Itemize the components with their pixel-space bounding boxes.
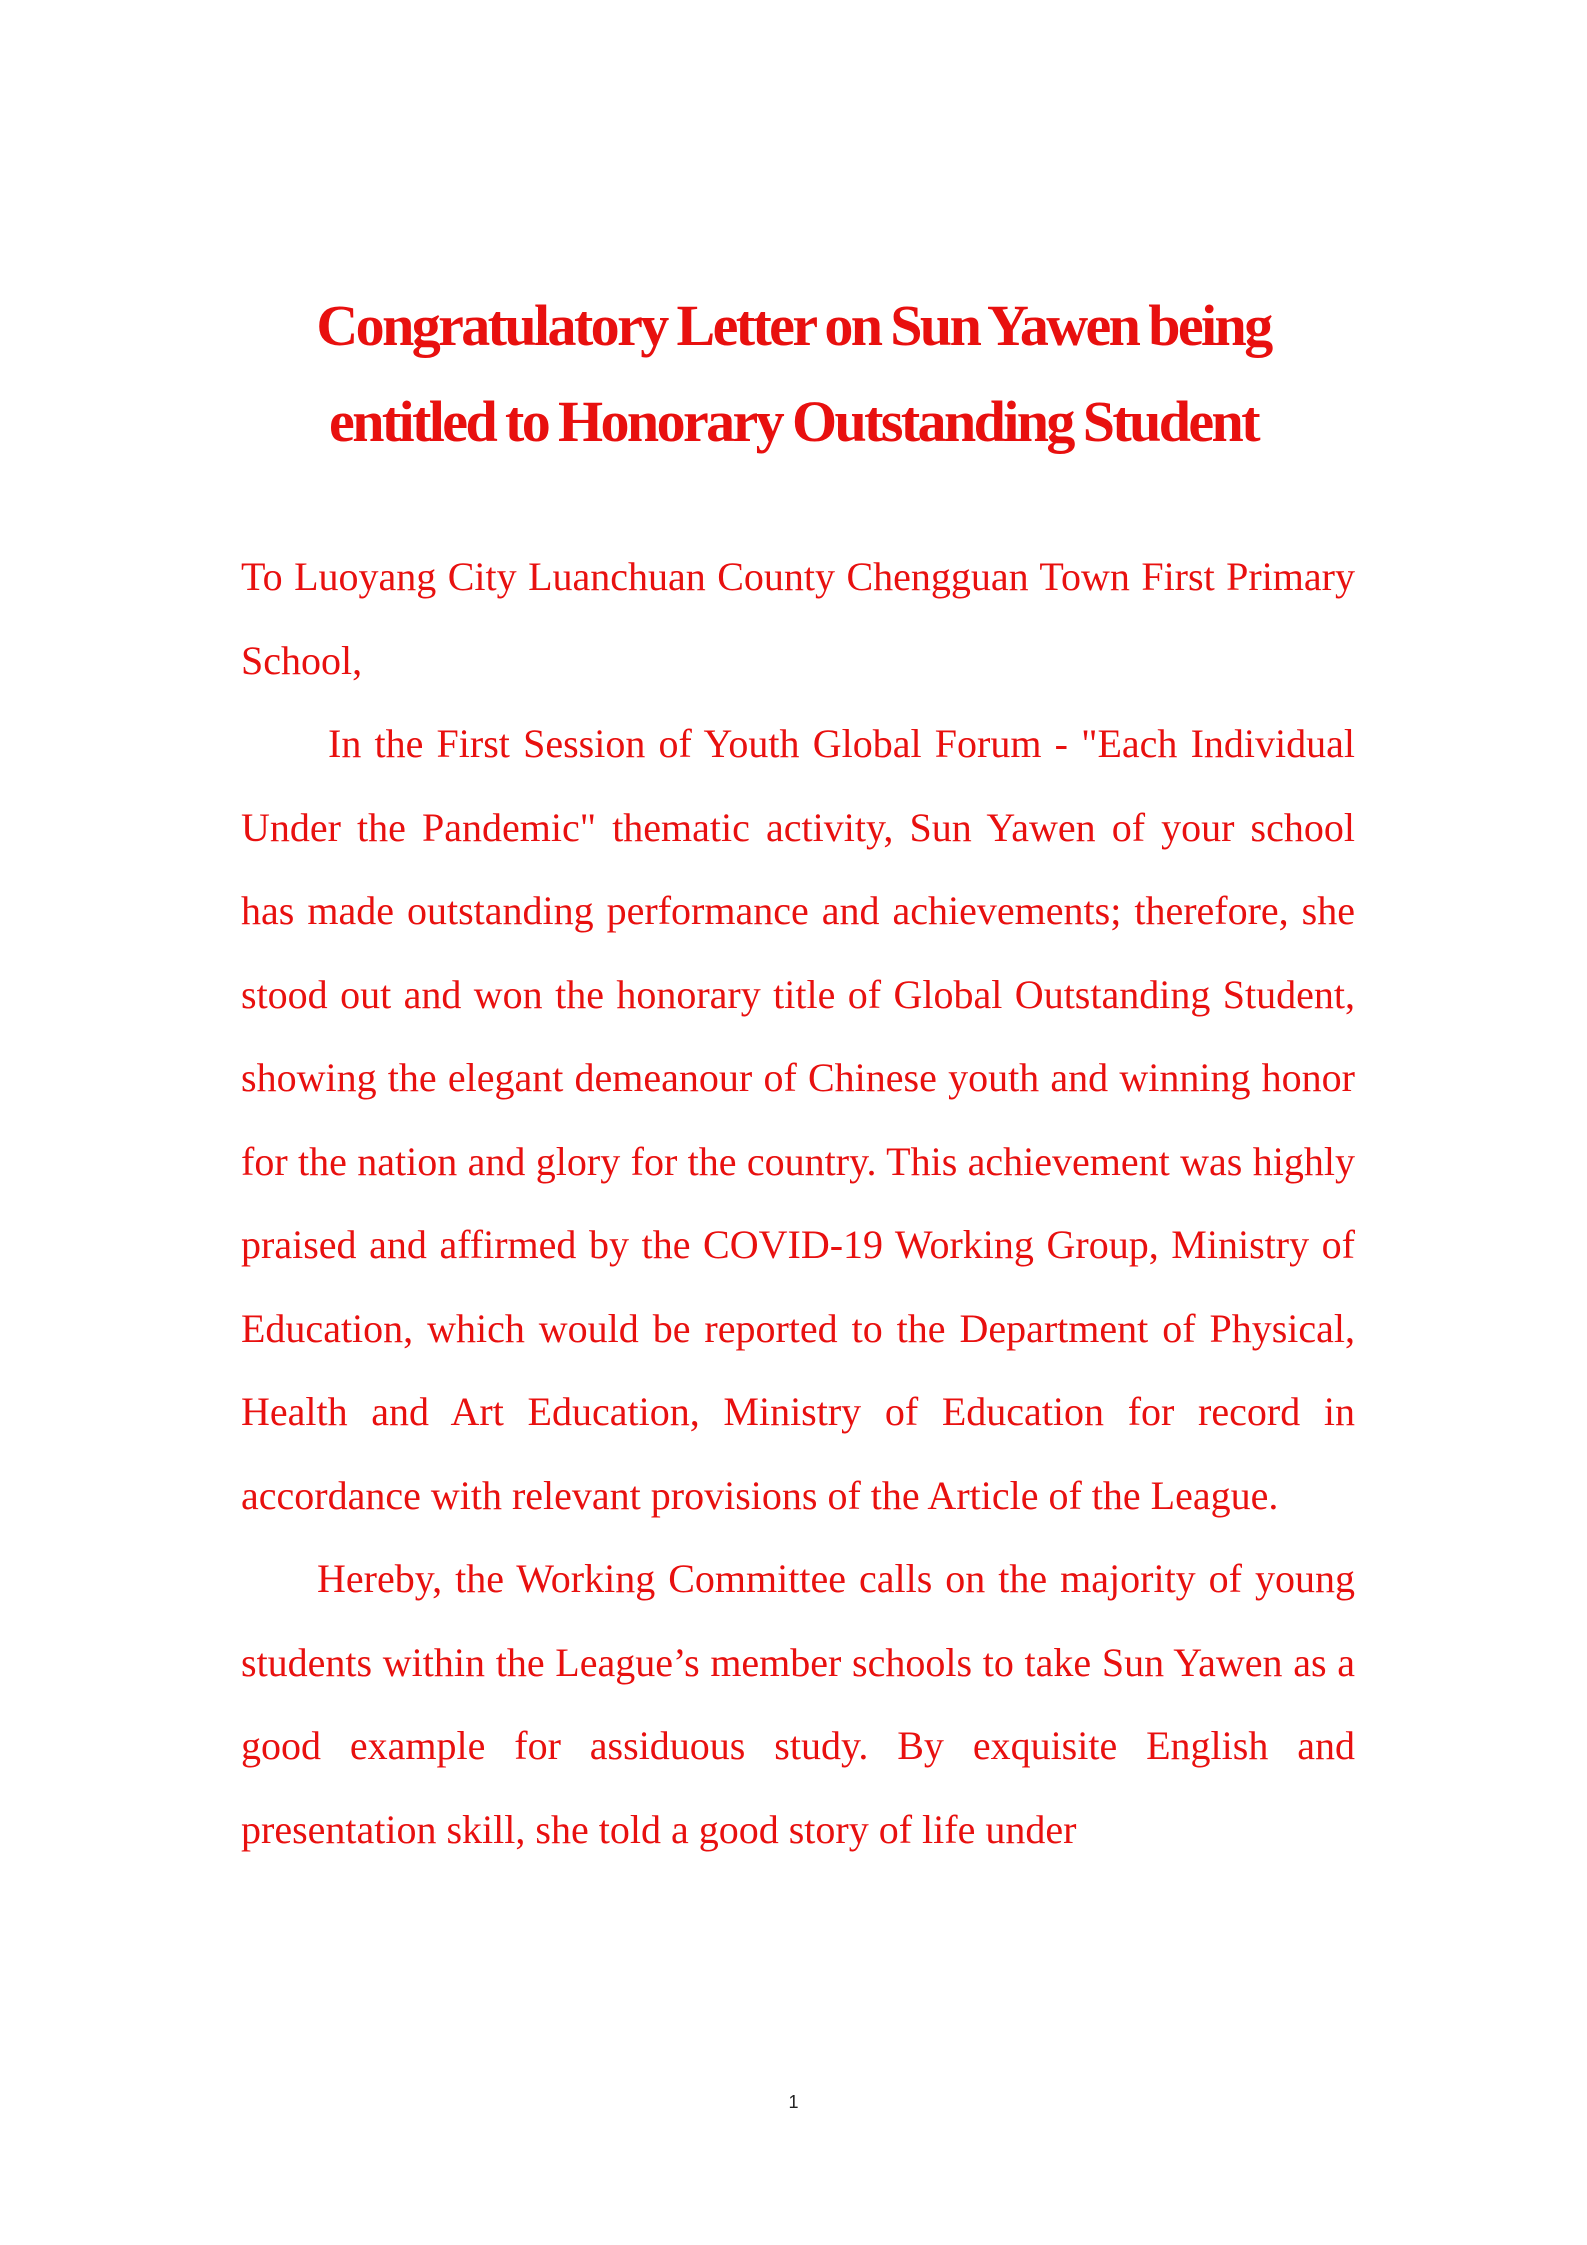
paragraph-2: Hereby, the Working Committee calls on the majority of young students within the League’s member schools to take Sun Yawen as a good example for assiduous study. By exquisite English and presentation skill, she told a good story of life under bbox=[241, 1556, 1355, 1852]
salutation: To Luoyang City Luanchuan County Chengguan Town First Primary School, bbox=[241, 554, 1355, 683]
letter-body bbox=[241, 535, 1355, 1871]
title-line-1: Congratulatory Letter on Sun Yawen being bbox=[316, 293, 1271, 358]
paragraph-1: In the First Session of Youth Global Forum - "Each Individual Under the Pandemic" thematic activity, Sun Yawen of your school has made outstanding performance and achievements; therefore, she stood out and won the honorary title of Global Outstanding Student, showing the elegant demeanour of Chinese youth and winning honor for the nation and glory for the country. This achievement was highly praised and affirmed by the COVID-19 Working Group, Ministry of Education, which would be reported to the Department of Physical, Health and Art Education, Ministry of Education for record in accordance with relevant provisions of the Article of the League. bbox=[241, 721, 1355, 1518]
letter-title bbox=[240, 278, 1347, 470]
page-number: 1 bbox=[788, 2092, 799, 2112]
title-line-2: entitled to Honorary Outstanding Student bbox=[329, 389, 1258, 454]
